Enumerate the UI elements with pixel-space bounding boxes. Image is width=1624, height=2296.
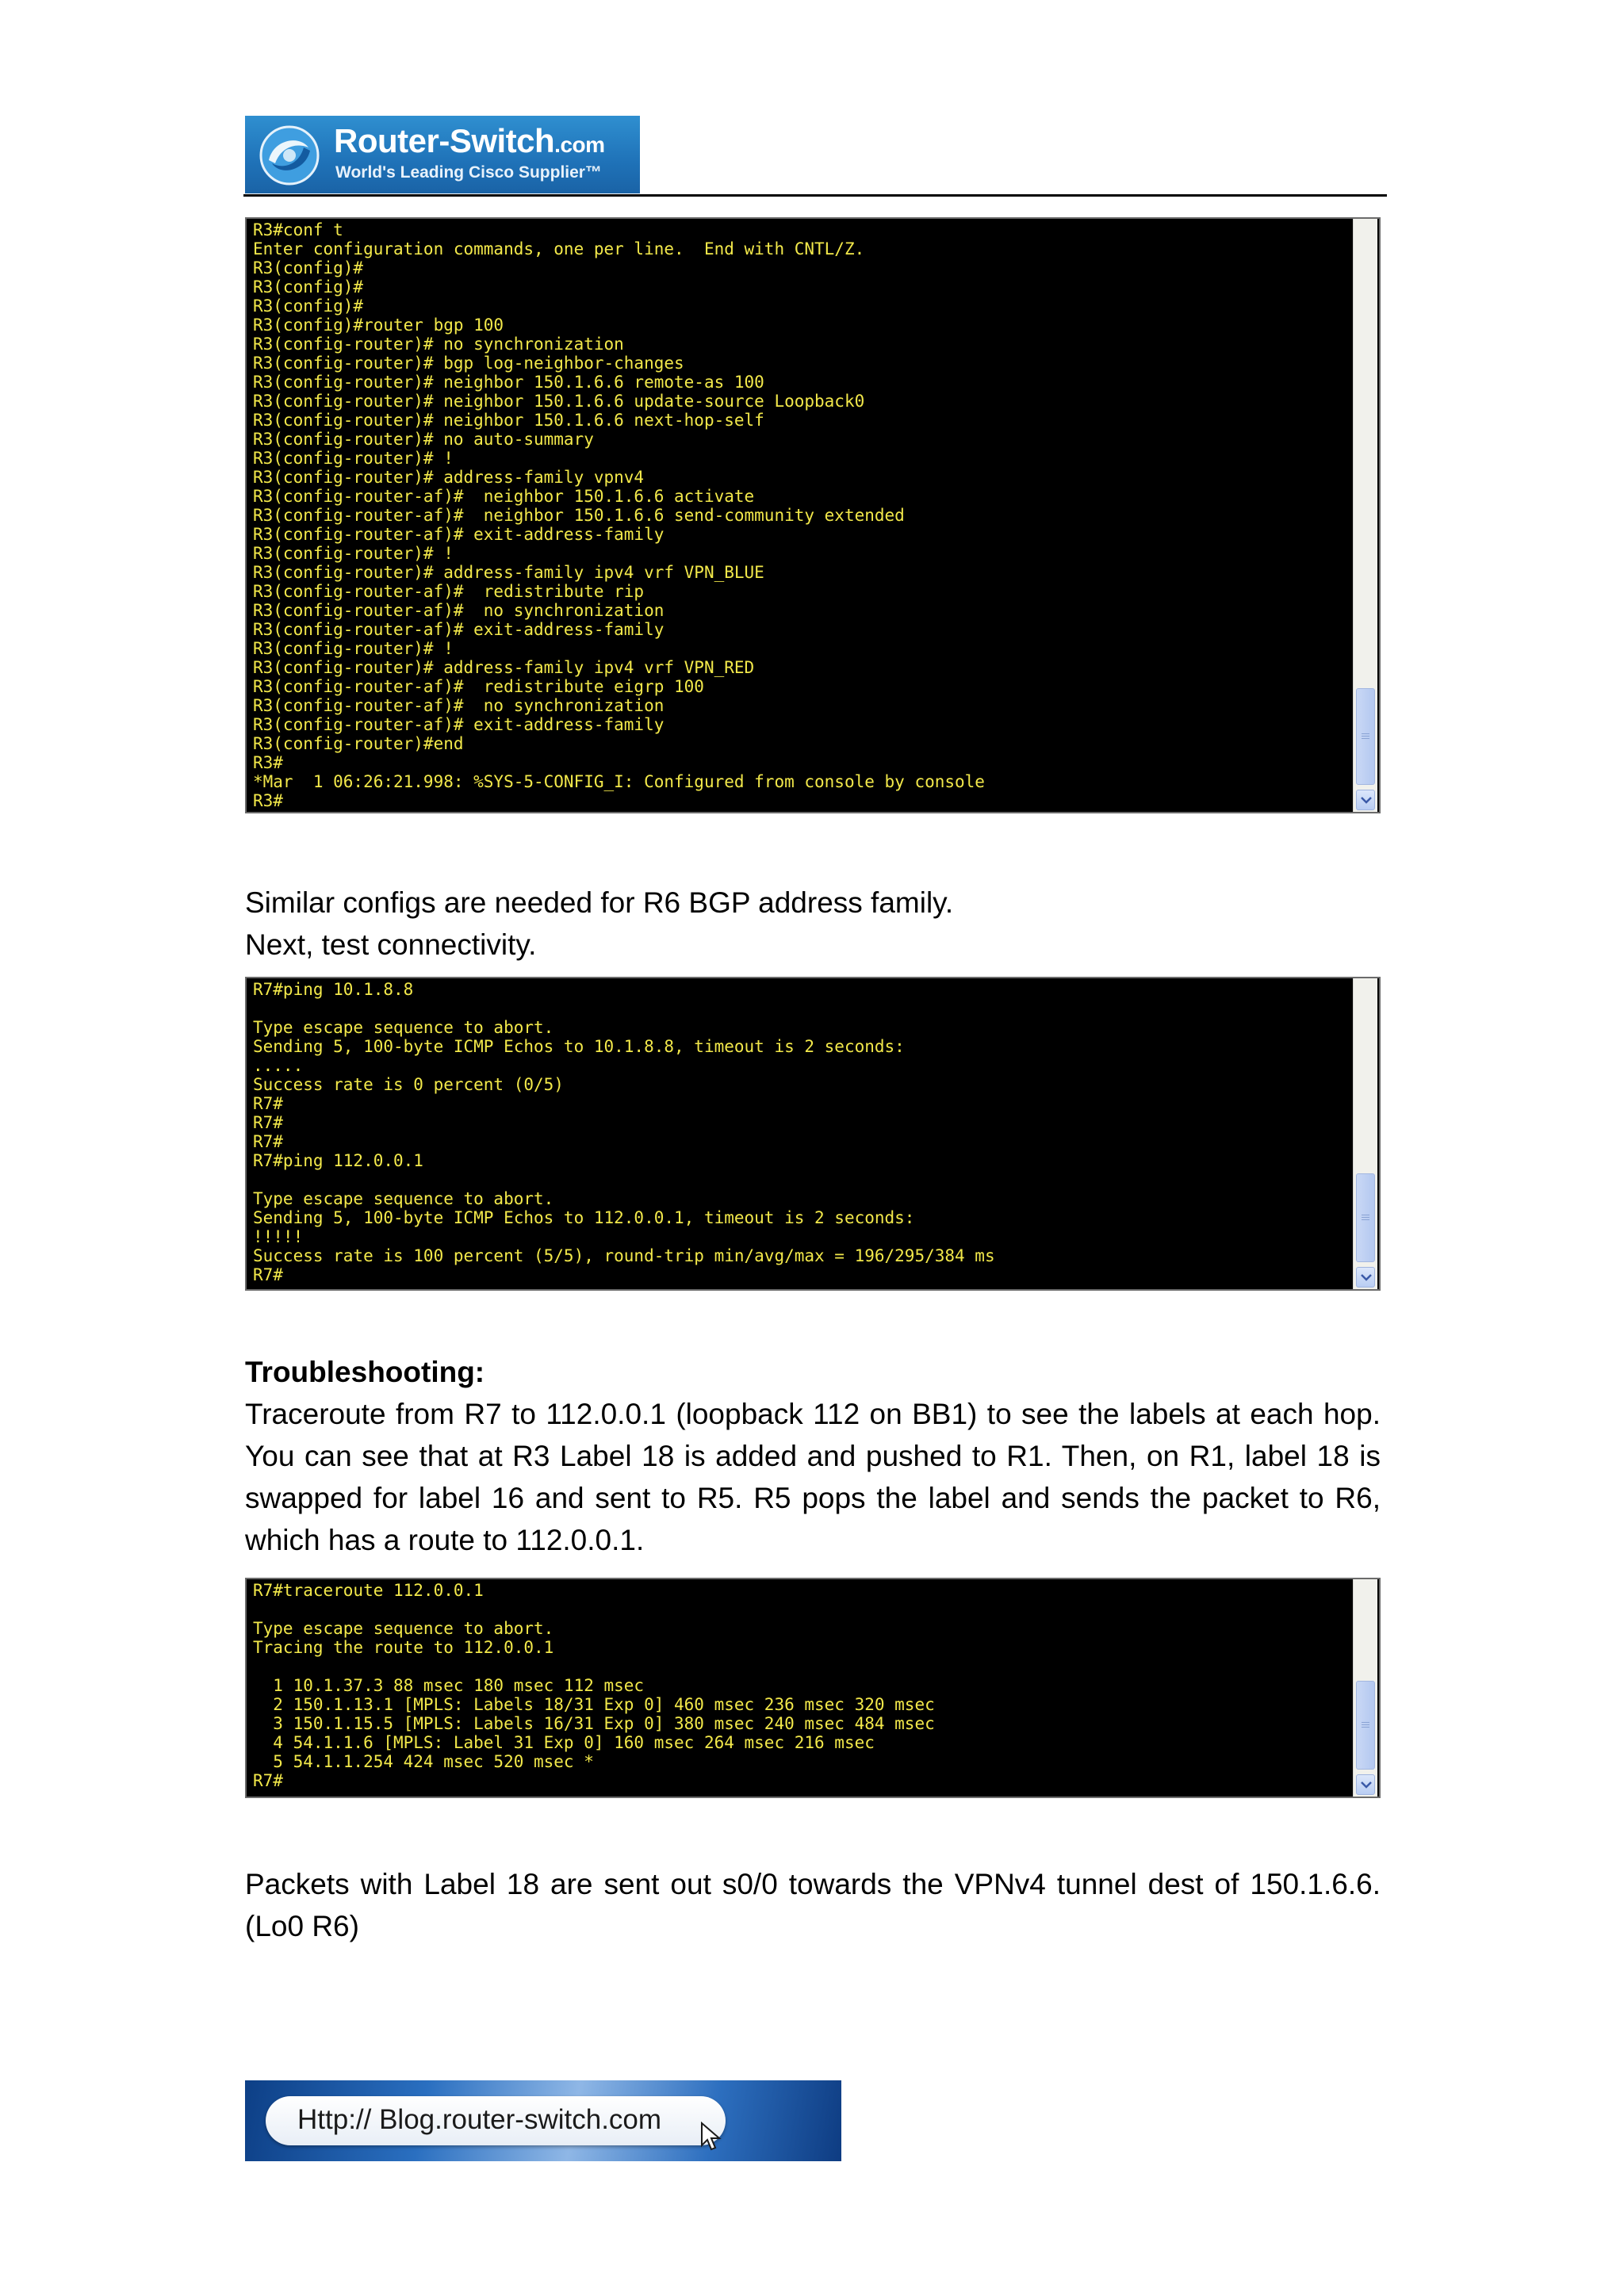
intro-line-2: Next, test connectivity.	[245, 928, 537, 961]
chevron-down-icon	[1361, 1273, 1372, 1281]
logo-title-suffix: .com	[554, 132, 605, 157]
scrollbar-thumb[interactable]	[1356, 1681, 1375, 1770]
terminal-output: R7#traceroute 112.0.0.1 Type escape sequence to abort. Tracing the route to 112.0.0.1 1 10.1.37.3 88 msec 180 msec 112 msec 2 150.1.13.1 [MPLS: Labels 18/31 Exp 0] 460 msec 236 msec 320 msec 3 150.1.15.5 [MPLS: Labels 16/31 Exp 0] 380 msec 240 msec 484 msec 4 54.1.1.6 [MPLS: Label 31 Exp 0] 160 msec 264 msec 216 msec 5 54.1.1.254 424 msec 520 msec * R7#	[253, 1581, 935, 1790]
scroll-down-button[interactable]	[1356, 1267, 1375, 1288]
terminal-scrollbar[interactable]	[1353, 978, 1377, 1289]
terminal-scrollbar[interactable]	[1353, 1579, 1377, 1797]
url-pill[interactable]	[266, 2096, 726, 2145]
blog-url-banner[interactable]	[245, 2080, 841, 2161]
scrollbar-thumb[interactable]	[1356, 1173, 1375, 1262]
logo-title	[334, 122, 605, 160]
logo-tagline: World's Leading Cisco Supplier™	[335, 163, 602, 182]
intro-paragraph	[245, 882, 1381, 966]
bgp-config-terminal	[245, 217, 1381, 813]
chevron-down-icon	[1361, 796, 1372, 804]
scrollbar-thumb[interactable]	[1356, 688, 1375, 785]
traceroute-terminal	[245, 1578, 1381, 1798]
intro-line-1: Similar configs are needed for R6 BGP address family.	[245, 886, 954, 919]
ping-terminal	[245, 977, 1381, 1291]
terminal-scrollbar[interactable]	[1353, 219, 1377, 812]
header-divider	[243, 194, 1387, 197]
router-switch-logo	[245, 116, 640, 193]
mouse-pointer-icon	[700, 2122, 722, 2153]
troubleshooting-heading: Troubleshooting:	[245, 1356, 485, 1388]
swirl-globe-icon	[258, 124, 321, 187]
troubleshooting-paragraph: Traceroute from R7 to 112.0.0.1 (loopback 112 on BB1) to see the labels at each hop. You can see that at R3 Label 18 is added and pushed to R1. Then, on R1, label 18 is swapped for label 16 and sent to R5. R5 pops the label and sends the packet to R6, which has a route to 112.0.0.1.	[245, 1398, 1381, 1556]
scroll-down-button[interactable]	[1356, 1774, 1375, 1795]
terminal-output: R7#ping 10.1.8.8 Type escape sequence to abort. Sending 5, 100-byte ICMP Echos to 10.1.8.8, timeout is 2 seconds: ..... Success rate is 0 percent (0/5) R7# R7# R7# R7#ping 112.0.0.1 Type escape sequence to abort. Sending 5, 100-byte ICMP Echos to 112.0.0.1, timeout is 2 seconds: !!!!! Success rate is 100 percent (5/5), round-trip min/avg/max = 196/295/384 ms R7#	[253, 980, 995, 1284]
terminal-output: R3#conf t Enter configuration commands, one per line. End with CNTL/Z. R3(config)# R3(config)# R3(config)# R3(config)#router bgp 100 R3(config-router)# no synchronization R3(config-router)# bgp log-neighbor-changes R3(config-router)# neighbor 150.1.6.6 remote-as 100 R3(config-router)# neighbor 150.1.6.6 update-source Loopback0 R3(config-router)# neighbor 150.1.6.6 next-hop-self R3(config-router)# no auto-summary R3(config-router)# ! R3(config-router)# address-family vpnv4 R3(config-router-af)# neighbor 150.1.6.6 activate R3(config-router-af)# neighbor 150.1.6.6 send-community extended R3(config-router-af)# exit-address-family R3(config-router)# ! R3(config-router)# address-family ipv4 vrf VPN_BLUE R3(config-router-af)# redistribute rip R3(config-router-af)# no synchronization R3(config-router-af)# exit-address-family R3(config-router)# ! R3(config-router)# address-family ipv4 vrf VPN_RED R3(config-router-af)# redistribute eigrp 100 R3(config-router-af)# no synchronization R3(config-router-af)# exit-address-family R3(config-router)#end R3# *Mar 1 06:26:21.998: %SYS-5-CONFIG_I: Configured from console by console R3#	[253, 220, 985, 810]
blog-url-text[interactable]: Http:// Blog.router-switch.com	[297, 2104, 662, 2135]
scroll-down-button[interactable]	[1356, 790, 1375, 810]
closing-paragraph: Packets with Label 18 are sent out s0/0 towards the VPNv4 tunnel dest of 150.1.6.6.(Lo0 R6)	[245, 1868, 1381, 1942]
logo-title-main: Router-Switch	[334, 122, 555, 159]
chevron-down-icon	[1361, 1781, 1372, 1789]
